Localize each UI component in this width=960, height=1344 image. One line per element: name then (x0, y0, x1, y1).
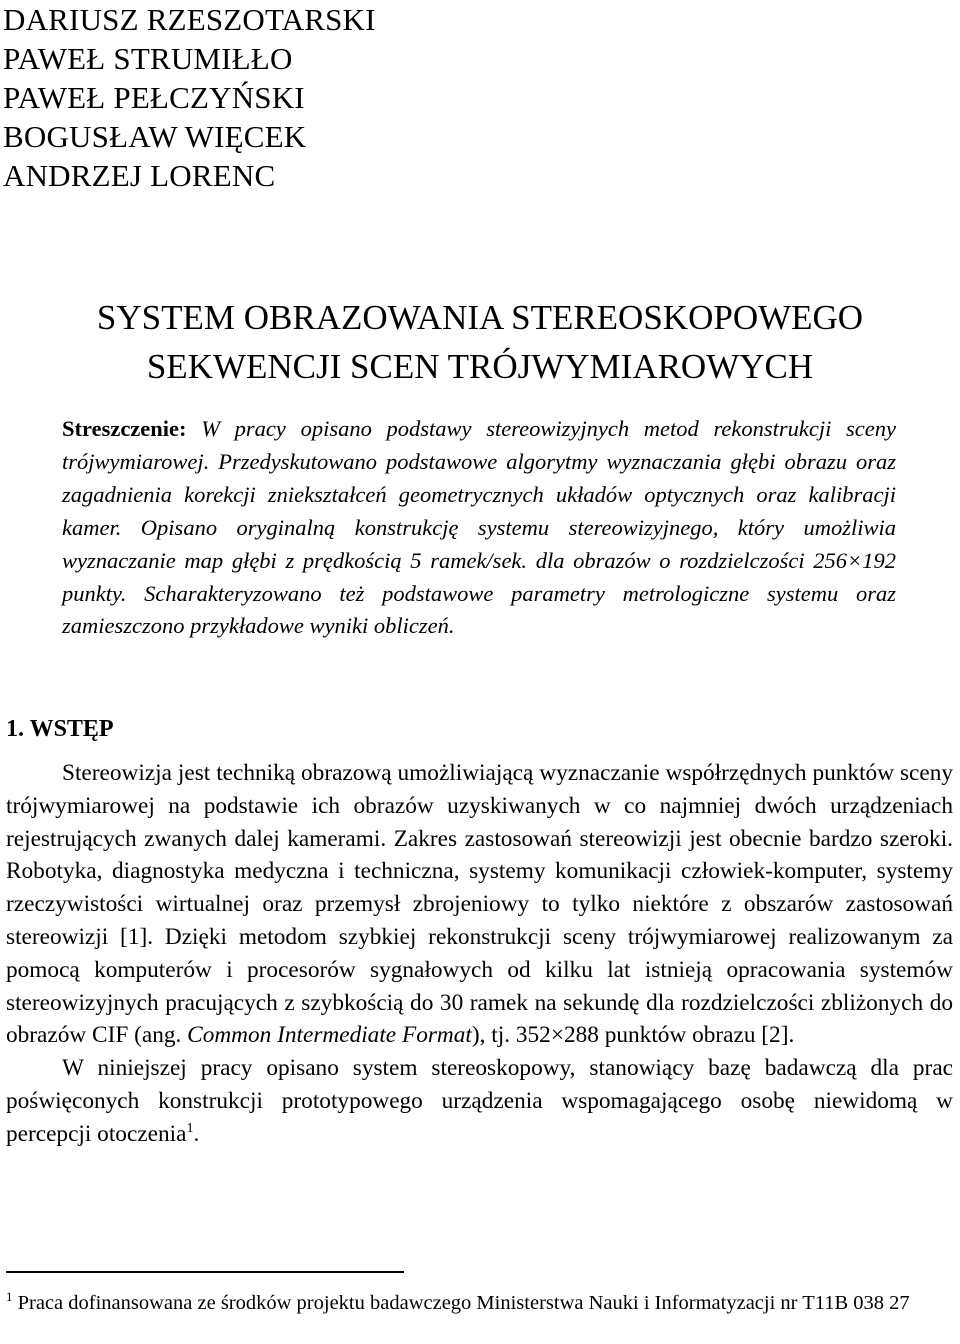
author-name: DARIUSZ RZESZOTARSKI (3, 2, 376, 37)
paragraph-2-end: . (193, 1120, 200, 1147)
footnote-mark: 1 (6, 1289, 13, 1304)
section-heading: 1. WSTĘP (6, 716, 114, 742)
abstract-text: W pracy opisano podstawy stereowizyjnych metod rekonstrukcji sceny trójwymiarowej. Przedyskutowano podstawowe algorytmy wyznaczania głębi obrazu oraz zagadnienia korekcji zniekształceń geometrycznych układów optycznych oraz kalibracji kamer. Opisano oryginalną konstrukcję systemu stereowizyjnego, który umożliwia wyznaczanie map głębi z prędkością 5 ramek/sek. dla obrazów o rozdzielczości 256×192 punkty. Scharakteryzowano też podstawowe parametry metrologiczne systemu oraz zamieszczono przykładowe wyniki obliczeń. (62, 416, 897, 639)
body-text (6, 757, 953, 1151)
footnote (6, 1290, 953, 1317)
paragraph-1-text: Stereowizja jest techniką obrazową umożliwiającą wyznaczanie współrzędnych punktów sceny trójwymiarowej na podstawie ich obrazów uzyskiwanych w co najmniej dwóch urządzeniach rejestrujących zwanych dalej kamerami. Zakres zastosowań stereowizji jest obecnie bardzo szeroki. Robotyka, diagnostyka medyczna i techniczna, systemy komunikacji człowiek-komputer, systemy rzeczywistości wirtualnej oraz przemysł zbrojeniowy to tylko niektóre z obszarów zastosowań stereowizji [1]. Dzięki metodom szybkiej rekonstrukcji sceny trójwymiarowej realizowanym za pomocą komputerów i procesorów sygnałowych od kilku lat istnieją opracowania systemów stereowizyjnych pracujących z szybkością do 30 ramek na sekundę dla rozdzielczości zbliżonych do obrazów CIF (ang. (6, 760, 953, 1049)
paragraph-2 (6, 1052, 953, 1150)
author-name: ANDRZEJ LORENC (3, 158, 276, 193)
paragraph-1-italic-term: Common Intermediate Format (187, 1022, 472, 1049)
paragraph-1 (6, 757, 953, 1052)
title-line-2: SEKWENCJI SCEN TRÓJWYMIAROWYCH (146, 347, 814, 386)
paper-title (0, 293, 960, 391)
abstract-label: Streszczenie: (62, 416, 187, 441)
footnote-divider (6, 1271, 404, 1273)
footnote-reference: 1 (186, 1120, 194, 1136)
author-name: PAWEŁ STRUMIŁŁO (3, 41, 293, 76)
abstract (62, 413, 896, 643)
footnote-text: Praca dofinansowana ze środków projektu badawczego Ministerstwa Nauki i Informatyzacji nr T11B 038 27 (12, 1292, 910, 1314)
title-line-1: SYSTEM OBRAZOWANIA STEREOSKOPOWEGO (96, 298, 864, 337)
author-name: PAWEŁ PEŁCZYŃSKI (3, 80, 305, 115)
paragraph-1-text-end: ), tj. 352×288 punktów obrazu [2]. (471, 1022, 795, 1049)
paragraph-2-text: W niniejszej pracy opisano system stereoskopowy, stanowiący bazę badawczą dla prac poświęconych konstrukcji prototypowego urządzenia wspomagającego osobę niewidomą w percepcji otoczenia (6, 1055, 953, 1147)
author-name: BOGUSŁAW WIĘCEK (3, 119, 307, 154)
author-list (3, 0, 376, 195)
